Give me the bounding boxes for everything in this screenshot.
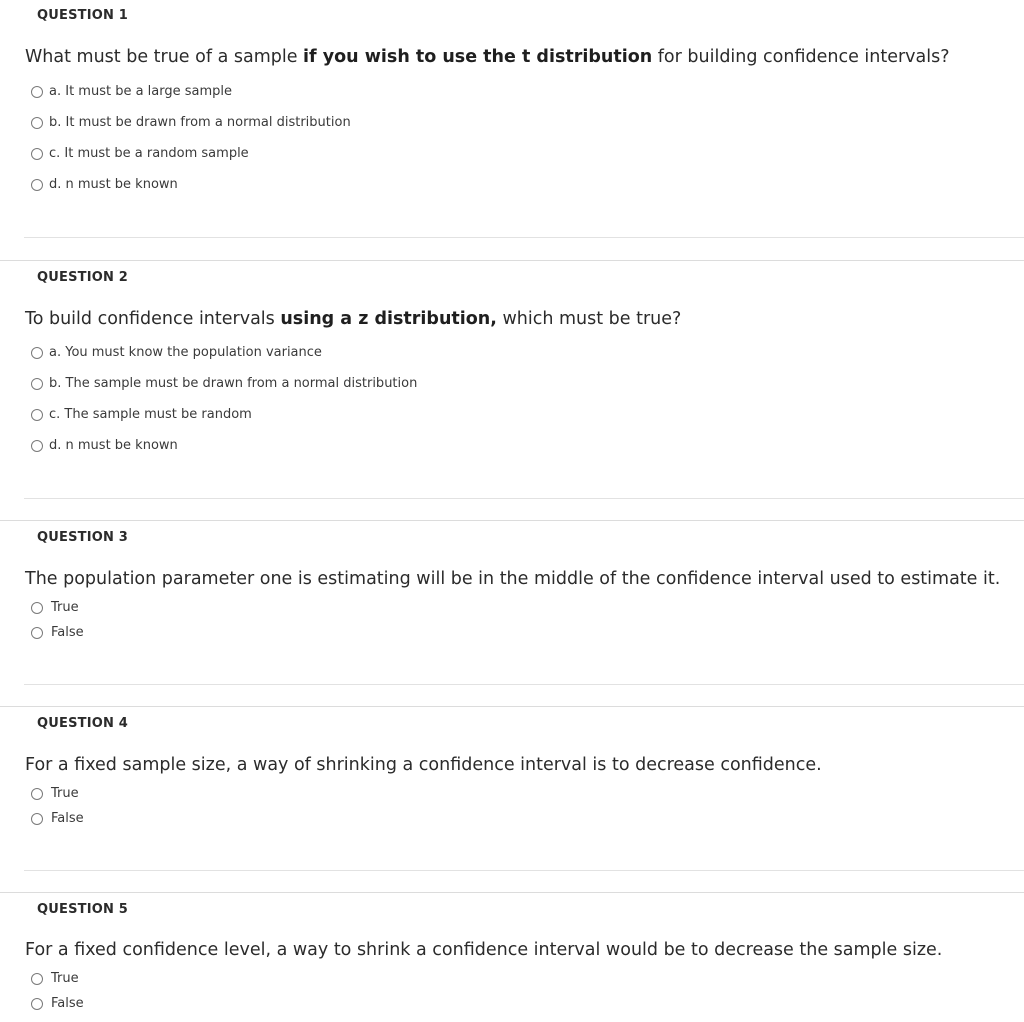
question-text: For a fixed sample size, a way of shrinking a confidence interval is to decrease confidence. [25, 755, 822, 775]
radio-button[interactable] [31, 813, 43, 825]
radio-button[interactable] [31, 998, 43, 1010]
answer-option-true[interactable] [31, 786, 79, 801]
question-header: QUESTION 1 [37, 8, 129, 23]
question-1 [0, 0, 1024, 240]
answer-option-d[interactable] [31, 438, 178, 453]
answer-option-label: True [51, 971, 79, 986]
question-header: QUESTION 2 [37, 270, 129, 285]
question-2 [0, 260, 1024, 500]
question-text-emphasis: using a z distribution, [280, 309, 497, 329]
answer-option-label: a. You must know the population variance [49, 345, 322, 360]
question-4 [0, 706, 1024, 872]
question-header: QUESTION 5 [37, 902, 129, 917]
answer-option-label: b. The sample must be drawn from a normal distribution [49, 376, 418, 391]
question-header: QUESTION 3 [37, 530, 129, 545]
radio-button[interactable] [31, 627, 43, 639]
answer-option-label: b. It must be drawn from a normal distribution [49, 115, 351, 130]
answer-option-a[interactable] [31, 84, 232, 99]
answer-option-label: d. n must be known [49, 438, 178, 453]
answer-option-label: d. n must be known [49, 177, 178, 192]
answer-option-label: False [51, 625, 84, 640]
radio-button[interactable] [31, 440, 43, 452]
answer-option-label: a. It must be a large sample [49, 84, 233, 99]
radio-button[interactable] [31, 788, 43, 800]
radio-button[interactable] [31, 86, 43, 98]
answer-option-b[interactable] [31, 115, 351, 130]
question-text-part: which must be true? [496, 309, 682, 329]
answer-option-d[interactable] [31, 177, 178, 192]
question-text [25, 309, 681, 329]
answer-option-label: False [51, 996, 84, 1011]
question-text: The population parameter one is estimating will be in the middle of the confidence interval used to estimate it. [25, 569, 1001, 589]
radio-button[interactable] [31, 117, 43, 129]
question-text-part: for building confidence intervals? [652, 47, 950, 67]
divider [0, 260, 1024, 261]
question-text: For a fixed confidence level, a way to shrink a confidence interval would be to decrease the sample size. [25, 940, 943, 960]
question-3 [0, 520, 1024, 686]
question-text-part: What must be true of a sample [25, 47, 304, 67]
answer-option-label: False [51, 811, 84, 826]
divider [24, 870, 1024, 871]
divider [0, 706, 1024, 707]
radio-button[interactable] [31, 602, 43, 614]
answer-option-c[interactable] [31, 407, 252, 422]
radio-button[interactable] [31, 347, 43, 359]
radio-button[interactable] [31, 973, 43, 985]
divider [24, 684, 1024, 685]
question-text [25, 47, 950, 67]
divider [24, 498, 1024, 499]
answer-option-label: c. The sample must be random [49, 407, 252, 422]
answer-option-true[interactable] [31, 600, 79, 615]
divider [0, 892, 1024, 893]
answer-option-b[interactable] [31, 376, 417, 391]
answer-option-c[interactable] [31, 146, 249, 161]
radio-button[interactable] [31, 148, 43, 160]
radio-button[interactable] [31, 409, 43, 421]
question-text-part: To build confidence intervals [25, 309, 281, 329]
radio-button[interactable] [31, 378, 43, 390]
answer-option-label: True [51, 786, 79, 801]
radio-button[interactable] [31, 179, 43, 191]
question-text-emphasis: if you wish to use the t distribution [303, 47, 653, 67]
answer-option-false[interactable] [31, 996, 84, 1011]
answer-option-true[interactable] [31, 971, 79, 986]
answer-option-label: True [51, 600, 79, 615]
answer-option-false[interactable] [31, 811, 84, 826]
divider [24, 237, 1024, 238]
question-5 [0, 892, 1024, 1022]
answer-option-label: c. It must be a random sample [49, 146, 249, 161]
answer-option-false[interactable] [31, 625, 84, 640]
divider [0, 520, 1024, 521]
answer-option-a[interactable] [31, 345, 322, 360]
question-header: QUESTION 4 [37, 716, 129, 731]
